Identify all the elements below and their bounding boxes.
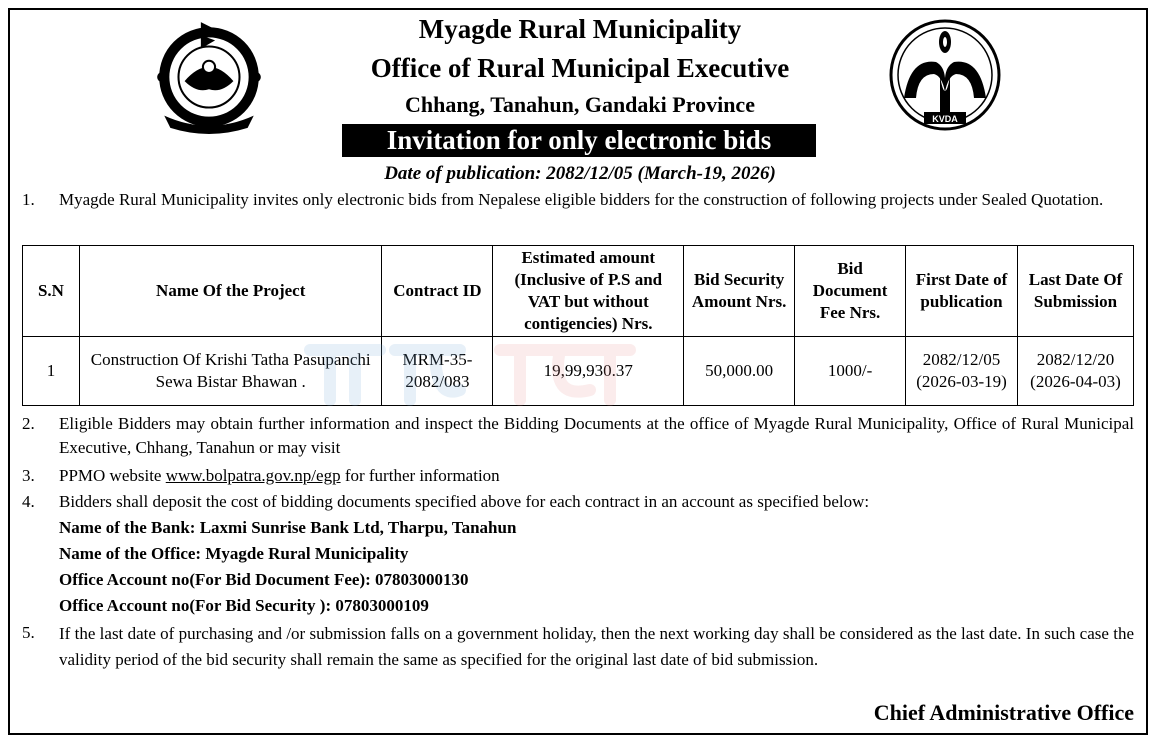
cell-estimated-amount: 19,99,930.37 <box>493 337 684 406</box>
header-contract-id: Contract ID <box>382 246 493 337</box>
cell-contract-id: MRM-35-2082/083 <box>382 337 493 406</box>
account-bid-security: Office Account no(For Bid Security ): 07803000109 <box>59 596 429 615</box>
item-number-1: 1. <box>22 190 35 209</box>
chief-administrative-office: Chief Administrative Office <box>873 700 1134 725</box>
ppmo-website-link[interactable]: www.bolpatra.gov.np/egp <box>165 466 341 485</box>
cell-sn: 1 <box>23 337 80 406</box>
item-number-2: 2. <box>22 414 35 433</box>
header-bid-security: Bid Security Amount Nrs. <box>684 246 795 337</box>
municipality-title: Myagde Rural Municipality <box>418 14 742 44</box>
item-3-suffix: for further information <box>340 466 500 485</box>
item-number-3: 3. <box>22 466 35 485</box>
item-1-text: Myagde Rural Municipality invites only electronic bids from Nepalese eligible bidders for the construction of following projects under Sealed Quotation. <box>59 190 1104 209</box>
cell-document-fee: 1000/- <box>795 337 906 406</box>
item-3-text <box>59 464 1134 488</box>
cell-last-date: 2082/12/20 (2026-04-03) <box>1017 337 1133 406</box>
cell-first-date: 2082/12/05 (2026-03-19) <box>906 337 1018 406</box>
item-number-4: 4. <box>22 492 35 511</box>
address-line: Chhang, Tanahun, Gandaki Province <box>405 92 755 117</box>
header-estimated-amount: Estimated amount (Inclusive of P.S and VAT but without contigencies) Nrs. <box>493 246 684 337</box>
publication-date: Date of publication: 2082/12/05 (March-19, 2026) <box>384 163 776 184</box>
item-2-text: Eligible Bidders may obtain further information and inspect the Bidding Documents at the office of Myagde Rural Municipality, Office of Rural Municipal Executive, Chhang, Tanahun or may visit <box>59 414 1134 457</box>
table-row <box>23 337 1134 406</box>
bank-name: Name of the Bank: Laxmi Sunrise Bank Ltd, Tharpu, Tanahun <box>59 518 517 537</box>
header-document-fee: Bid Document Fee Nrs. <box>795 246 906 337</box>
table-header-row <box>23 246 1134 337</box>
invitation-banner: Invitation for only electronic bids <box>342 124 816 157</box>
office-name: Name of the Office: Myagde Rural Municipality <box>59 544 409 563</box>
nepal-emblem-icon <box>148 14 270 136</box>
account-bid-document-fee: Office Account no(For Bid Document Fee): 07803000130 <box>59 570 469 589</box>
item-3-prefix: PPMO website <box>59 466 166 485</box>
header-first-date: First Date of publication <box>906 246 1018 337</box>
item-4-text: Bidders shall deposit the cost of bidding documents specified above for each contract in an account as specified below: <box>59 492 870 511</box>
cell-bid-security: 50,000.00 <box>684 337 795 406</box>
item-number-5: 5. <box>22 623 35 642</box>
kvda-logo-icon <box>888 16 1002 134</box>
projects-table <box>22 245 1134 406</box>
header-sn: S.N <box>23 246 80 337</box>
kvda-logo-text: KVDA <box>932 114 958 124</box>
item-5-text: If the last date of purchasing and /or submission falls on a government holiday, then the next working day shall be considered as the last date. In such case the validity period of the bid security shall remain the same as specified for the original last date of bid submission. <box>59 624 1134 669</box>
cell-project-name: Construction Of Krishi Tatha Pasupanchi Sewa Bistar Bhawan . <box>79 337 382 406</box>
header-last-date: Last Date Of Submission <box>1017 246 1133 337</box>
office-title: Office of Rural Municipal Executive <box>370 53 790 83</box>
header-project-name: Name Of the Project <box>79 246 382 337</box>
